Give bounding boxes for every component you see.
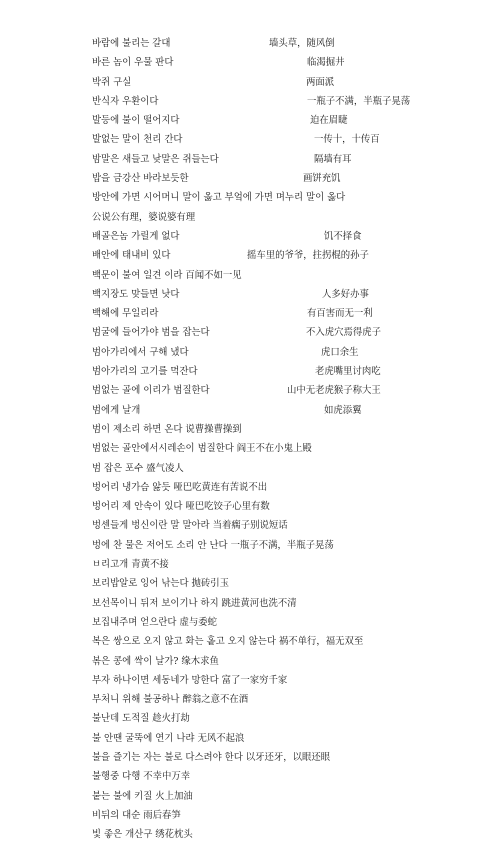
proverb-row — [92, 343, 490, 362]
proverb-text: 발없는 말이 천리 간다 — [92, 134, 183, 146]
proverb-translation: 墙头草，随风倒 — [269, 38, 335, 49]
proverb-row — [92, 150, 490, 169]
proverb-text: 불행중 다행 不幸中万幸 — [92, 771, 191, 783]
proverb-translation: 虎口余生 — [321, 346, 359, 358]
proverb-row — [92, 613, 490, 632]
proverb-text: 범아가리의 고기를 먹잔다 — [92, 366, 198, 378]
proverb-row — [92, 169, 490, 188]
proverb-text: 반식자 우환이다 — [92, 95, 159, 107]
proverb-translation: 摇车里的爷爷，拄拐棍的孙子 — [247, 250, 369, 262]
proverb-text: 부자 하나이면 세동네가 망한다 富了一家穷千家 — [92, 674, 288, 686]
proverb-row — [92, 439, 490, 458]
proverb-row — [92, 285, 490, 304]
proverb-row — [92, 304, 490, 323]
proverb-text: 밤말은 새들고 낮말은 쥐들는다 — [92, 153, 219, 165]
proverb-translation: 有百害而无一利 — [307, 308, 373, 320]
proverb-row — [92, 516, 490, 535]
proverb-translation: 两面派 — [306, 76, 335, 88]
proverb-text: 벙에 찬 물은 저어도 소리 안 난다 一瓶子不满，半瓶子晃荡 — [92, 539, 334, 551]
proverb-text: 불을 즐기는 자는 불로 다스려야 한다 以牙还牙，以眼还眼 — [92, 751, 331, 763]
proverb-row — [92, 73, 490, 92]
proverb-translation: 一传十，十传百 — [314, 134, 380, 146]
proverb-text: 불 안땐 굴뚝에 연기 나랴 无风不起浪 — [92, 732, 245, 744]
proverb-translation: 老虎嘴里讨肉吃 — [315, 366, 381, 378]
proverb-translation: 临渴掘井 — [307, 57, 345, 69]
proverb-text: 범아가리에서 구해 냈다 — [92, 346, 189, 358]
proverb-row — [92, 188, 490, 207]
proverb-text: 보집내주며 얻으란다 虚与委蛇 — [92, 616, 217, 628]
proverb-row — [92, 381, 490, 400]
proverb-row — [92, 401, 490, 420]
proverb-row — [92, 594, 490, 613]
proverb-row — [92, 497, 490, 516]
proverb-translation: 不入虎穴焉得虎子 — [306, 327, 382, 339]
proverb-row — [92, 208, 490, 227]
proverb-translation: 画饼充饥 — [303, 173, 341, 185]
proverb-row — [92, 53, 490, 72]
proverb-row — [92, 555, 490, 574]
proverb-translation: 人多好办事 — [322, 288, 369, 300]
proverb-text: 보리밥알로 잉어 낚는다 抛砖引玉 — [92, 578, 230, 590]
proverb-row — [92, 767, 490, 786]
proverb-text: 비뒤의 대순 雨后春笋 — [92, 809, 181, 821]
proverb-text: 박쥐 구실 — [92, 76, 132, 88]
proverb-text: 부처니 위해 불공하나 醉翁之意不在酒 — [92, 694, 249, 706]
proverb-text: 빛 좋은 개산구 绣花枕头 — [92, 829, 193, 841]
proverb-text: 범굴에 들어가야 범을 잡는다 — [92, 327, 210, 339]
proverb-text: 公说公有理，婆说婆有理 — [92, 211, 196, 223]
proverb-text: 범없는 골안에서시레손이 범질한다 阎王不在小鬼上殿 — [92, 443, 312, 455]
proverb-row — [92, 825, 490, 844]
proverb-text: 배안에 태내비 있다 — [92, 250, 171, 262]
proverb-text: 불난데 도적질 趁火打劫 — [92, 713, 190, 725]
proverb-translation: 山中无老虎猴子称大王 — [287, 385, 381, 397]
proverb-text: 볶은 콩에 싹이 날가? 缘木求鱼 — [92, 655, 219, 667]
proverb-row — [92, 574, 490, 593]
proverb-row — [92, 806, 490, 825]
proverb-row — [92, 111, 490, 130]
proverb-text: 붙는 불에 키질 火上加油 — [92, 790, 193, 802]
proverb-row — [92, 787, 490, 806]
proverb-translation: 如虎添翼 — [324, 404, 362, 416]
proverb-translation: 饥不择食 — [324, 230, 362, 242]
proverb-text: 범 잡은 포수 盛气凌人 — [92, 462, 184, 474]
proverb-translation: 迫在眉睫 — [310, 115, 348, 127]
proverb-text: 백해에 무일리라 — [92, 308, 159, 320]
proverb-text: 벙어리 제 안속이 있다 哑巴吃饺子心里有数 — [92, 501, 270, 513]
proverb-text: 범이 제소리 하면 온다 说曹操曹操到 — [92, 423, 242, 435]
proverb-text: 발등에 불이 떨어지다 — [92, 115, 180, 127]
proverb-text: 배골은놈 가릴게 없다 — [92, 230, 180, 242]
proverb-row — [92, 671, 490, 690]
proverb-row — [92, 362, 490, 381]
proverb-row — [92, 478, 490, 497]
proverb-row — [92, 459, 490, 478]
proverb-text: 백문이 불여 일견 이라 百闻不如一见 — [92, 269, 242, 281]
proverb-translation: 一瓶子不满，半瓶子晃荡 — [307, 95, 411, 107]
proverb-text: 범없는 골에 이리가 범질한다 — [92, 385, 210, 397]
proverb-text: 보선목이니 뒤저 보이기나 하지 跳进黄河也洗不清 — [92, 597, 297, 609]
proverb-row — [92, 34, 490, 53]
proverb-row — [92, 748, 490, 767]
proverb-row — [92, 709, 490, 728]
proverb-row — [92, 690, 490, 709]
proverb-row — [92, 652, 490, 671]
proverb-text: 백지장도 맞들면 낫다 — [92, 288, 180, 300]
proverb-row — [92, 420, 490, 439]
proverb-row — [92, 632, 490, 651]
proverb-text: 벙어리 냉가슴 앓듯 哑巴吃黄连有苦说不出 — [92, 481, 268, 493]
proverb-text: 범에게 날개 — [92, 404, 141, 416]
proverb-row — [92, 246, 490, 265]
proverb-list — [92, 34, 490, 844]
proverb-text: 밥을 금강산 바라보듯한 — [92, 173, 189, 185]
proverb-row — [92, 92, 490, 111]
proverb-row — [92, 323, 490, 342]
proverb-row — [92, 729, 490, 748]
proverb-text: 복은 쌍으로 오지 않고 화는 홑고 오지 않는다 祸不单行，福无双至 — [92, 636, 364, 648]
proverb-text: ㅂ리고개 青黄不接 — [92, 559, 169, 571]
proverb-text: 바른 놈이 우물 판다 — [92, 57, 174, 69]
proverb-row — [92, 227, 490, 246]
proverb-row — [92, 130, 490, 149]
proverb-row — [92, 266, 490, 285]
proverb-text: 바람에 불리는 갈대 — [92, 38, 171, 49]
proverb-text: 벙센들게 벙신이란 말 말아라 当着瘸子别说短话 — [92, 520, 288, 532]
proverb-translation: 隔墙有耳 — [314, 153, 352, 165]
proverb-text: 방안에 가면 시어머니 말이 옳고 부엌에 가면 며누리 말이 옳다 — [92, 192, 346, 204]
proverb-row — [92, 536, 490, 555]
